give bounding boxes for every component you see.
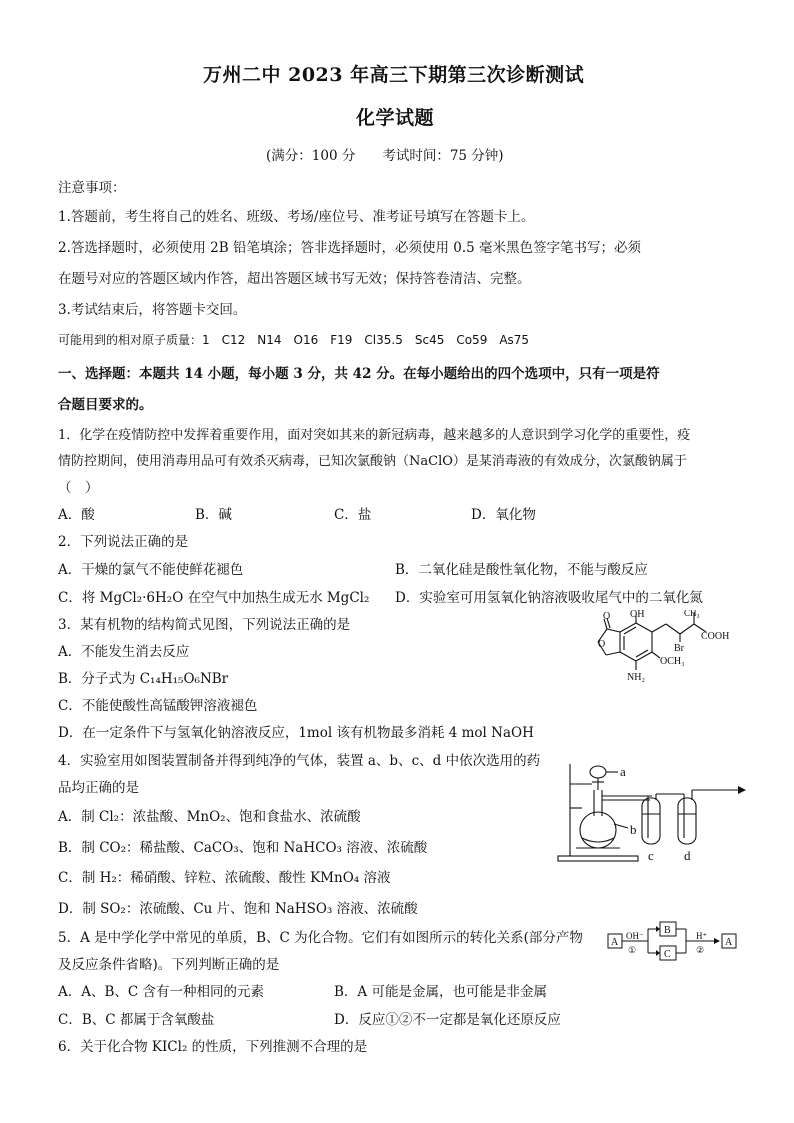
section-heading-line2: 合题目要求的。 xyxy=(58,397,153,413)
q4-option-b: B．制 CO₂：稀盐酸、CaCO₃、饱和 NaHCO₃ 溶液、浓硫酸 xyxy=(58,840,428,856)
struct-ring-o-label: O xyxy=(598,639,606,650)
step-1-label: ① xyxy=(628,945,637,955)
q5-option-c: C．B、C 都属于含氧酸盐 xyxy=(58,1012,215,1028)
q3-option-d: D．在一定条件下与氢氧化钠溶液反应，1mol 该有机物最多消耗 4 mol NaOH xyxy=(58,725,534,741)
struct-o-label: O xyxy=(603,611,611,622)
q2-stem: 2．下列说法正确的是 xyxy=(58,534,189,550)
exam-title: 万州二中 2023 年高三下期第三次诊断测试 xyxy=(203,64,585,86)
note-item-1: 1.答题前，考生将自己的姓名、班级、考场/座位号、准考证号填写在答题卡上。 xyxy=(58,209,535,225)
q1-option-a: A．酸 xyxy=(58,507,95,523)
exam-subtitle: 化学试题 xyxy=(356,107,435,129)
q1-option-b: B．碱 xyxy=(195,507,232,523)
box-c-label: C xyxy=(664,949,671,960)
struct-cooh-label: COOH xyxy=(701,631,730,642)
q3-option-b: B．分子式为 C₁₄H₁₅O₆NBr xyxy=(58,671,229,687)
q1-option-c: C．盐 xyxy=(334,507,372,523)
q1-stem-line1: 1．化学在疫情防控中发挥着重要作用，面对突如其来的新冠病毒，越来越多的人意识到学习化学的重要性，疫 xyxy=(58,428,691,443)
q4-stem-line2: 品均正确的是 xyxy=(58,780,139,796)
q3-option-a: A．不能发生消去反应 xyxy=(58,644,190,660)
q2-option-b: B．二氧化硅是酸性氧化物，不能与酸反应 xyxy=(395,562,648,578)
h-reagent-label: H⁺ xyxy=(696,931,708,941)
q4-option-d: D．制 SO₂：浓硫酸、Cu 片、饱和 NaHSO₃ 溶液、浓硫酸 xyxy=(58,901,418,917)
struct-ch3-label: CH₃ xyxy=(684,610,700,618)
struct-nh2-label: NH₂ xyxy=(627,672,645,683)
q4-apparatus-diagram xyxy=(552,758,752,866)
q4-option-a: A．制 Cl₂：浓盐酸、MnO₂、饱和食盐水、浓硫酸 xyxy=(58,809,361,825)
section-heading-line1: 一、选择题：本题共 14 小题，每小题 3 分，共 42 分。在每小题给出的四个选项中，只有一项是符 xyxy=(58,366,660,382)
struct-oh-label: OH xyxy=(630,610,645,620)
q2-option-c: C．将 MgCl₂·6H₂O 在空气中加热生成无水 MgCl₂ xyxy=(58,590,370,606)
struct-br-label: Br xyxy=(674,643,684,654)
note-item-3: 3.考试结束后，将答题卡交回。 xyxy=(58,302,247,318)
box-a2-label: A xyxy=(725,937,733,948)
q5-stem-line2: 及反应条件省略)。下列判断正确的是 xyxy=(58,957,280,973)
note-item-2-line2: 在题号对应的答题区域内作答，超出答题区域书写无效；保持答卷清洁、完整。 xyxy=(58,271,531,287)
oh-reagent-label: OH⁻ xyxy=(626,931,644,941)
q5-option-d: D．反应①②不一定都是氧化还原反应 xyxy=(334,1012,561,1028)
apparatus-label-b: b xyxy=(630,822,637,837)
apparatus-label-d: d xyxy=(684,848,691,863)
q2-option-d: D．实验室可用氢氧化钠溶液吸收尾气中的二氧化氮 xyxy=(395,590,703,606)
q3-structure-diagram xyxy=(580,610,730,688)
box-b-label: B xyxy=(664,925,671,936)
q1-stem-line3: （ ） xyxy=(58,480,99,496)
exam-meta: (满分：100 分 考试时间：75 分钟) xyxy=(266,148,504,164)
q3-option-c: C．不能使酸性高锰酸钾溶液褪色 xyxy=(58,698,258,714)
q5-option-a: A．A、B、C 含有一种相同的元素 xyxy=(58,984,265,1000)
q4-stem-line1: 4．实验室用如图装置制备并得到纯净的气体，装置 a、b、c、d 中依次选用的药 xyxy=(58,753,541,769)
struct-och3-label: OCH₃ xyxy=(660,656,685,667)
step-2-label: ② xyxy=(696,945,705,955)
q1-option-d: D．氧化物 xyxy=(471,507,536,523)
q4-option-c: C．制 H₂：稀硝酸、锌粒、浓硫酸、酸性 KMnO₄ 溶液 xyxy=(58,870,391,886)
note-item-2-line1: 2.答选择题时，必须使用 2B 铅笔填涂；答非选择题时，必须使用 0.5 毫米黑色签字笔书写；必须 xyxy=(58,240,642,256)
apparatus-label-a: a xyxy=(620,764,626,779)
q5-option-b: B．A 可能是金属，也可能是非金属 xyxy=(334,984,547,1000)
apparatus-label-c: c xyxy=(648,848,654,863)
q2-option-a: A．干燥的氯气不能使鲜花褪色 xyxy=(58,562,244,578)
q1-stem-line2: 情防控期间，使用消毒用品可有效杀灭病毒，已知次氯酸钠（NaClO）是某消毒液的有效成分，次氯酸钠属于 xyxy=(58,454,687,469)
atomic-masses: 可能用到的相对原子质量：1 C12 N14 O16 F19 Cl35.5 Sc45 Co59 As75 xyxy=(58,333,530,347)
q6-stem: 6．关于化合物 KICl₂ 的性质，下列推测不合理的是 xyxy=(58,1039,368,1055)
q3-stem: 3．某有机物的结构简式见图，下列说法正确的是 xyxy=(58,617,351,633)
box-a-label: A xyxy=(611,937,619,948)
notes-heading: 注意事项： xyxy=(58,180,126,196)
q5-conversion-diagram xyxy=(604,920,744,964)
q5-stem-line1: 5．A 是中学化学中常见的单质，B、C 为化合物。它们有如图所示的转化关系(部分产物 xyxy=(58,930,583,946)
